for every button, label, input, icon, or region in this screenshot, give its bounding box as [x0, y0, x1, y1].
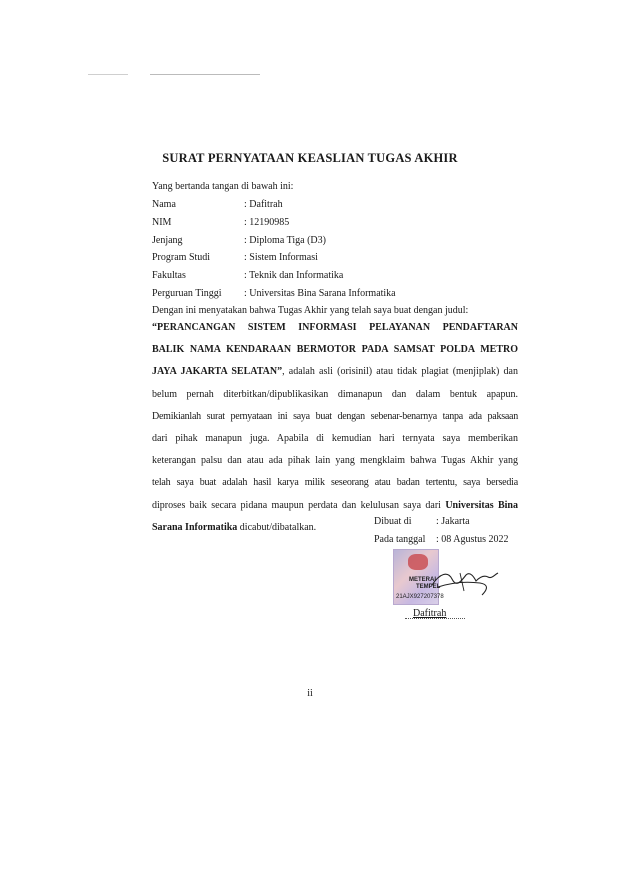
paragraph-line: dari pihak manapun juga. Apabila di kemudian hari ternyata saya memberikan [152, 432, 518, 444]
field-value: : 12190985 [244, 217, 290, 228]
sign-place-label: Dibuat di [374, 516, 412, 527]
field-label: Perguruan Tinggi [152, 288, 222, 299]
field-label: Nama [152, 199, 176, 210]
statement-paragraph [152, 317, 518, 539]
signature-dotted-line [405, 618, 465, 619]
stamp-serial: 21AJX927207378 [396, 594, 444, 600]
document-title: SURAT PERNYATAAN KEASLIAN TUGAS AKHIR [162, 151, 458, 165]
field-label: Fakultas [152, 270, 186, 281]
paragraph-text: dicabut/dibatalkan. [237, 521, 317, 533]
field-value: : Sistem Informasi [244, 252, 318, 263]
scan-artifact-line [88, 74, 128, 75]
paragraph-line [152, 361, 518, 383]
stamp-text: TEMPEL [416, 584, 441, 590]
paragraph-line [152, 495, 518, 517]
signer-name: Dafitrah [413, 608, 447, 619]
paragraph-text: , adalah asli (orisinil) atau tidak plagiat (menjiplak) dan [282, 366, 518, 378]
field-label: Jenjang [152, 235, 183, 246]
paragraph-text: diproses baik secara pidana maupun perdata dan kelulusan saya dari [152, 499, 446, 511]
thesis-title-line: “PERANCANGAN SISTEM INFORMASI PELAYANAN PENDAFTARAN [152, 322, 518, 333]
field-value: : Teknik dan Informatika [244, 270, 344, 281]
paragraph-line: telah saya buat adalah hasil karya milik seseorang atau badan tertentu, saya bersedia [152, 477, 518, 489]
paragraph-line: Demikianlah surat pernyataan ini saya buat dengan sebenar-benarnya tanpa ada paksaan [152, 410, 518, 422]
stamp-text: METERAI [409, 577, 436, 583]
thesis-title-line: BALIK NAMA KENDARAAN BERMOTOR PADA SAMSAT POLDA METRO [152, 344, 518, 356]
garuda-emblem-icon [408, 554, 428, 570]
field-label: Program Studi [152, 252, 211, 263]
sign-date-value: : 08 Agustus 2022 [436, 534, 509, 545]
paragraph-line: belum pernah diterbitkan/dipublikasikan dimanapun dan dalam bentuk apapun. [152, 388, 518, 400]
university-name: Sarana Informatika [152, 521, 238, 533]
handwritten-signature [430, 565, 500, 599]
scan-artifact-line [150, 74, 260, 75]
field-value: : Diploma Tiga (D3) [244, 235, 326, 246]
university-name: Universitas Bina [445, 499, 518, 511]
statement-intro: Dengan ini menyatakan bahwa Tugas Akhir yang telah saya buat dengan judul: [152, 305, 469, 316]
sign-place [374, 516, 470, 527]
field-value: : Dafitrah [244, 199, 283, 210]
paragraph-line: keterangan palsu dan atau ada pihak lain yang mengklaim bahwa Tugas Akhir yang [152, 455, 518, 467]
page-number: ii [307, 688, 313, 699]
thesis-title-end: JAYA JAKARTA SELATAN” [152, 366, 283, 378]
sign-date-label: Pada tanggal [374, 534, 426, 545]
sign-place-value: : Jakarta [436, 516, 470, 527]
intro-text: Yang bertanda tangan di bawah ini: [152, 181, 294, 192]
field-value: : Universitas Bina Sarana Informatika [244, 288, 396, 299]
field-label: NIM [152, 217, 172, 228]
sign-date [374, 534, 509, 545]
